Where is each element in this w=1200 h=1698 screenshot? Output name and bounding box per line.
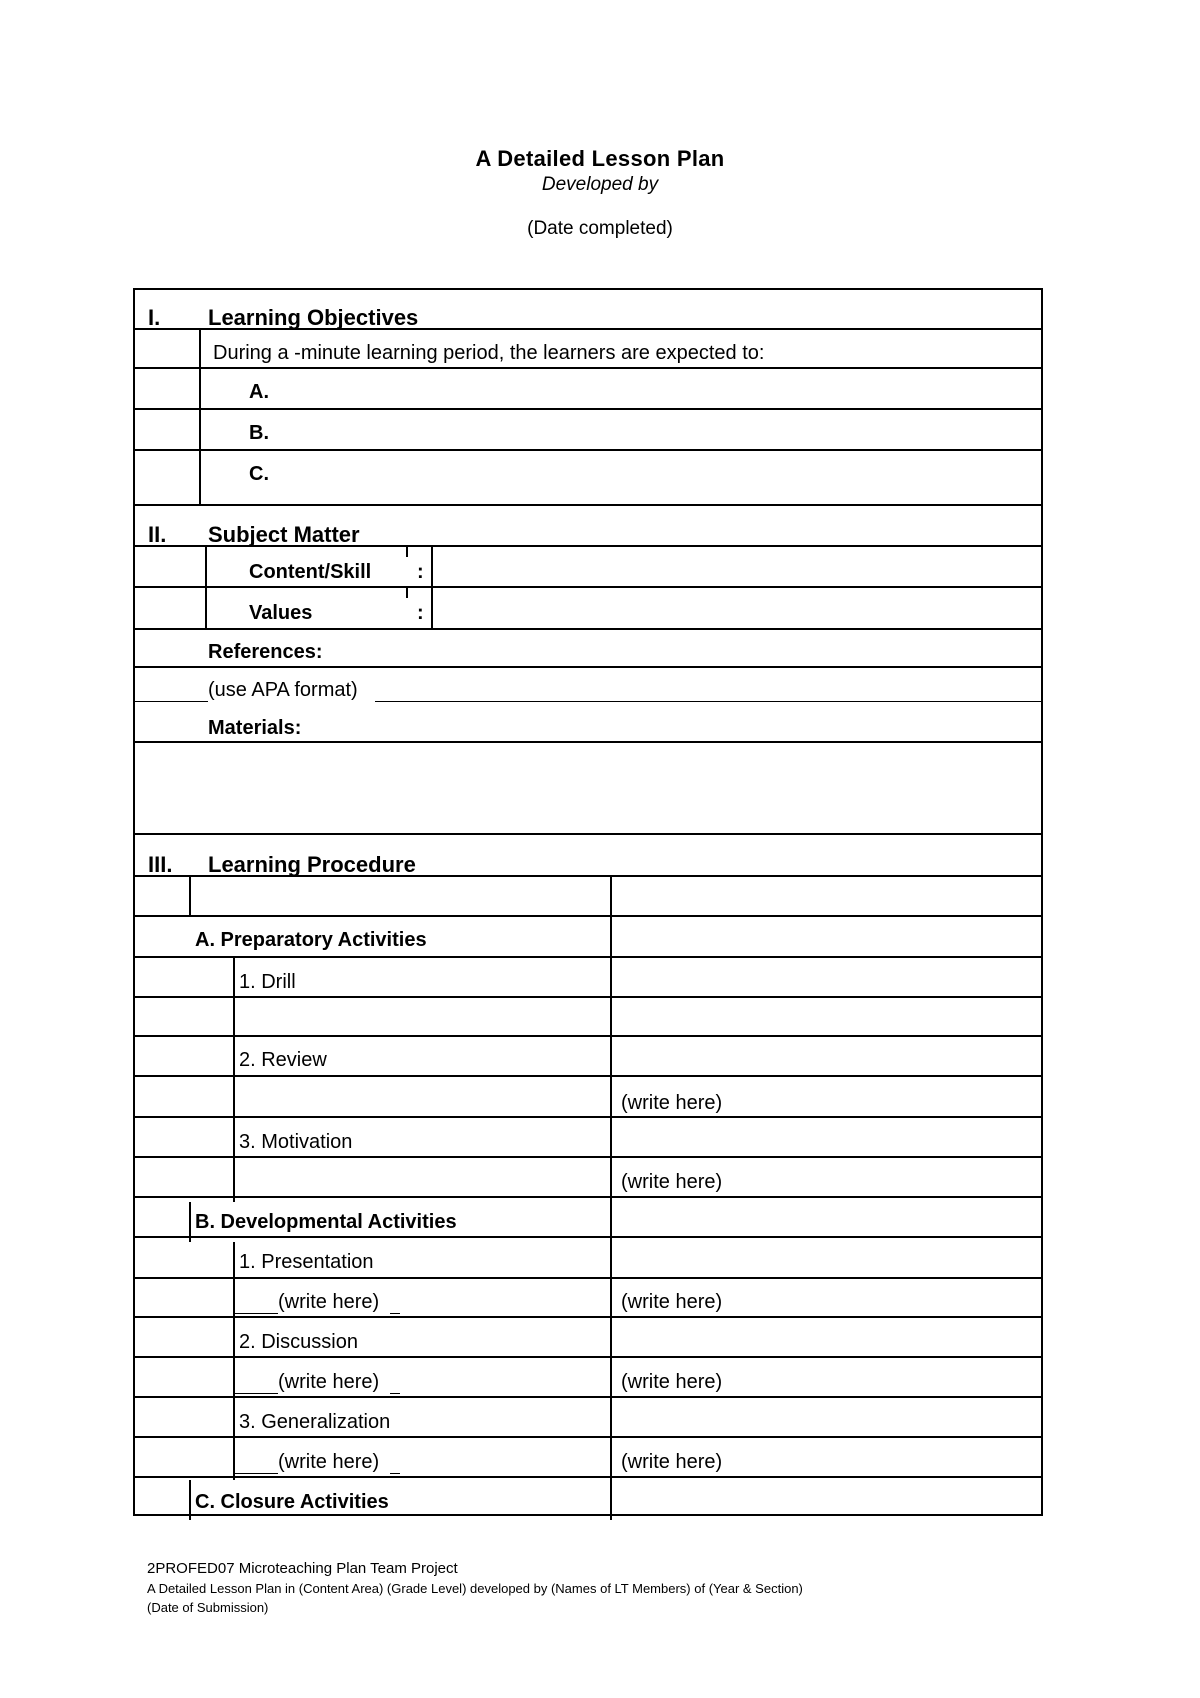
section-title-learning-procedure: Learning Procedure: [208, 852, 416, 877]
discussion-write-here: (write here): [278, 1371, 380, 1393]
review-write-here: (write here): [621, 1092, 723, 1114]
row-divider: [135, 996, 1041, 998]
page-footer: [147, 1560, 803, 1615]
row-divider: [135, 1356, 1041, 1358]
date-completed: (Date completed): [527, 218, 673, 239]
document-subtitle: Developed by: [541, 174, 659, 195]
section-numeral-3: III.: [148, 852, 173, 877]
section-title-objectives: Learning Objectives: [208, 305, 419, 330]
footer-submission-date: (Date of Submission): [147, 1600, 269, 1615]
row-divider: [135, 666, 1041, 668]
document-header: [0, 146, 1200, 240]
column-divider: [233, 956, 235, 1202]
presentation-label: 1. Presentation: [239, 1251, 374, 1273]
lesson-plan-form: [133, 288, 1043, 1516]
content-skill-label: Content/Skill: [249, 561, 372, 583]
row-divider: [135, 1316, 1041, 1318]
row-divider: [135, 1196, 1041, 1198]
motivation-write-here: (write here): [621, 1171, 723, 1193]
section-title-subject-matter: Subject Matter: [208, 522, 360, 547]
objective-item-b: B.: [249, 422, 269, 444]
row-divider: [135, 545, 1041, 547]
values-label: Values: [249, 602, 313, 624]
closure-activities-label: C. Closure Activities: [195, 1491, 389, 1513]
column-divider: [189, 875, 191, 915]
review-label: 2. Review: [239, 1049, 327, 1071]
row-divider: [135, 1436, 1041, 1438]
section-numeral-2: II.: [148, 522, 167, 547]
row-divider: [135, 449, 1041, 451]
drill-label: 1. Drill: [239, 971, 296, 993]
section-numeral-1: I.: [148, 305, 161, 330]
objective-item-c: C.: [249, 463, 269, 485]
row-divider: [135, 875, 1041, 877]
references-underline-left: [135, 701, 208, 702]
row-divider: [135, 328, 1041, 330]
references-underline-right: [375, 701, 1041, 702]
row-divider: [135, 1035, 1041, 1037]
generalization-label: 3. Generalization: [239, 1411, 391, 1433]
generalization-write-here: (write here): [278, 1451, 380, 1473]
discussion-label: 2. Discussion: [239, 1331, 358, 1353]
write-underline: [390, 1393, 400, 1394]
row-divider: [135, 1476, 1041, 1478]
document-title: A Detailed Lesson Plan: [475, 146, 725, 171]
write-underline: [233, 1313, 278, 1314]
write-underline: [390, 1473, 400, 1474]
values-colon: :: [417, 602, 424, 624]
objective-item-a: A.: [249, 381, 269, 403]
write-underline: [233, 1393, 278, 1394]
write-underline: [233, 1473, 278, 1474]
row-divider: [135, 1075, 1041, 1077]
row-divider: [135, 1236, 1041, 1238]
row-divider: [135, 1396, 1041, 1398]
row-divider: [135, 915, 1041, 917]
generalization-notes-write-here: (write here): [621, 1451, 723, 1473]
row-divider: [135, 408, 1041, 410]
row-divider: [135, 956, 1041, 958]
write-underline: [390, 1313, 400, 1314]
row-divider: [135, 1156, 1041, 1158]
section-divider: [135, 833, 1041, 835]
row-divider: [135, 741, 1041, 743]
column-divider: [189, 1480, 191, 1520]
developmental-activities-label: B. Developmental Activities: [195, 1211, 457, 1233]
presentation-notes-write-here: (write here): [621, 1291, 723, 1313]
presentation-write-here: (write here): [278, 1291, 380, 1313]
row-divider: [135, 1277, 1041, 1279]
row-divider: [135, 586, 1041, 588]
references-hint: (use APA format): [208, 679, 358, 701]
preparatory-activities-label: A. Preparatory Activities: [195, 929, 427, 951]
discussion-notes-write-here: (write here): [621, 1371, 723, 1393]
row-divider: [135, 1116, 1041, 1118]
row-divider: [135, 628, 1041, 630]
objectives-intro: During a -minute learning period, the learners are expected to:: [213, 342, 765, 364]
section-divider: [135, 504, 1041, 506]
materials-label: Materials:: [208, 717, 302, 739]
column-divider: [199, 328, 201, 504]
column-tick: [406, 545, 408, 557]
row-divider: [135, 367, 1041, 369]
references-label: References:: [208, 641, 323, 663]
footer-description-line: A Detailed Lesson Plan in (Content Area) (Grade Level) developed by (Names of LT Members) of (Year & Section): [147, 1581, 803, 1596]
footer-course-line: 2PROFED07 Microteaching Plan Team Project: [147, 1560, 458, 1577]
motivation-label: 3. Motivation: [239, 1131, 353, 1153]
content-skill-colon: :: [417, 561, 424, 583]
